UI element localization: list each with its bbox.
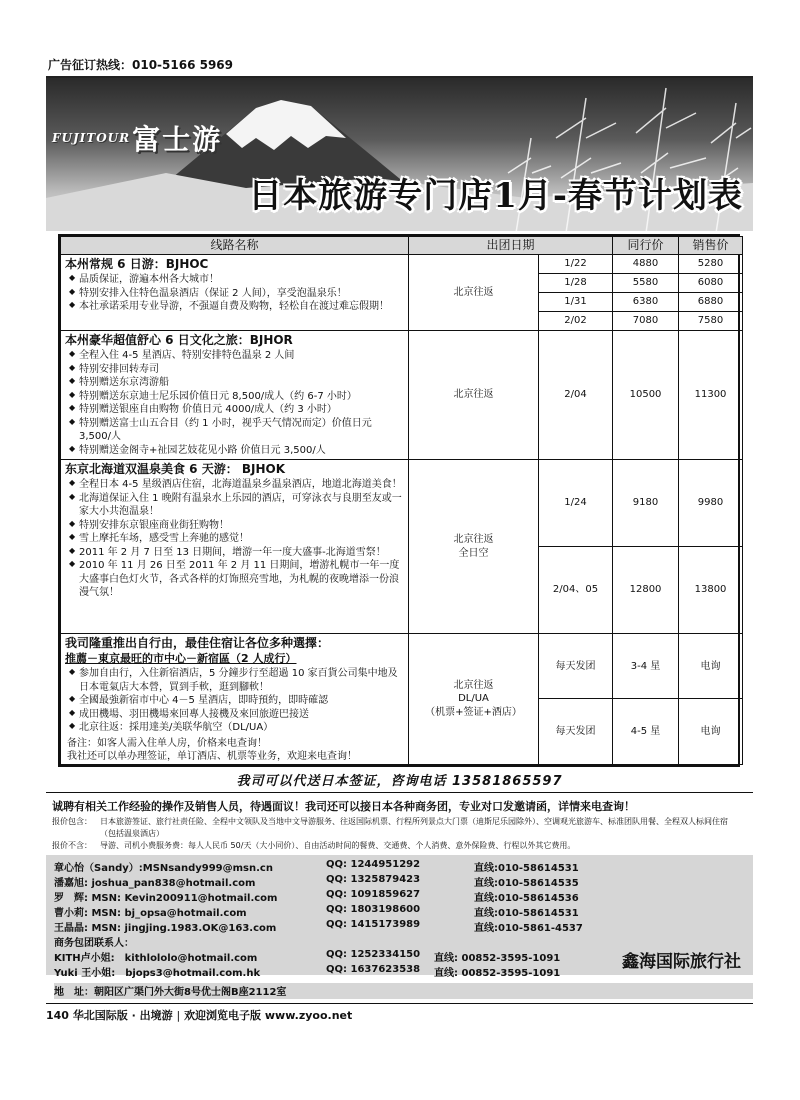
ad-hotline: 广告征订热线：010-5166 5969 — [48, 58, 234, 72]
list-item: ◆ 本社承诺采用专业导游，不强逼自费及购物，轻松自在渡过难忘假期！ — [69, 300, 402, 314]
sale-price: 9980 — [679, 460, 743, 547]
depart-date: 每天发团 — [539, 699, 613, 764]
depart-city-line: 北京往返 — [453, 679, 494, 691]
includes-text: 日本旅游签证、旅行社责任险、全程中文领队及当地中文导游服务、往返国际机票、行程所列景点大门票（迪斯尼乐园除外）、空调观光旅游车、标准团队用餐、全程双人标间住宿（包括温泉酒店） — [100, 817, 728, 838]
table-header — [61, 237, 743, 255]
airline: 全日空 — [458, 547, 489, 559]
table-row — [61, 255, 743, 274]
sale-price: 11300 — [679, 331, 743, 460]
depart-city: 北京往返 — [409, 255, 539, 331]
contact-qq: QQ: 1415173989 — [326, 919, 421, 930]
contact-name: 潘嘉旭: joshua_pan838@hotmail.com — [54, 878, 256, 889]
peer-price: 10500 — [613, 331, 679, 460]
peer-price: 3-4 星 — [613, 634, 679, 699]
sale-price: 电询 — [679, 699, 743, 764]
logo-english: FUJITOUR — [52, 131, 131, 145]
divider — [46, 1003, 753, 1004]
list-item: ◆ 特别安排东京银座商业街狂购物！ — [69, 519, 402, 533]
excludes-text: 导游、司机小费服务费：每人人民币 50/天（大小同价）、自由活动时间的餐费、交通费、个人消费、意外保险费、行程以外其它费用。 — [100, 841, 576, 850]
route-title: 本州豪华超值舒心 6 日文化之旅：BJHOR — [65, 333, 293, 347]
contact-name: Yuki 王小姐: bjops3@hotmail.com.hk — [54, 968, 261, 979]
airline: DL/UA — [458, 693, 489, 705]
route-bjhok — [61, 460, 409, 634]
list-item: ◆ 北海道保证入住 1 晚附有温泉水上乐园的酒店，可穿泳衣与良朋至友或一家大小共泡温泉！ — [69, 492, 402, 519]
business-label-text: 商务包团联系人： — [54, 938, 134, 949]
list-item: ◆ 特别赠送银座自由购物 价值日元 4000/成人（约 3 小时） — [69, 403, 402, 417]
list-item: ◆ 全程入住 4-5 星酒店、特别安排特色温泉 2 人间 — [69, 349, 402, 363]
depart-city — [409, 460, 539, 634]
depart-date: 2/02 — [539, 312, 613, 331]
contact-tel: 直线:010-58614531 — [474, 863, 579, 874]
footer-link[interactable]: 欢迎浏览电子版 www.zyoo.net — [184, 1009, 353, 1022]
table-row — [61, 331, 743, 460]
contact-name: 章心怡（Sandy）:MSNsandy999@msn.cn — [54, 863, 273, 874]
depart-date: 1/22 — [539, 255, 613, 274]
note: 备注：如客人需入住单人房，价格来电查询！ — [67, 737, 267, 749]
route-bjhor — [61, 331, 409, 460]
contact-qq: QQ: 1803198600 — [326, 904, 421, 915]
table-row — [61, 634, 743, 699]
list-item: ◆ 北京往返：採用達美/美联华航空（DL/UA） — [69, 721, 402, 735]
contact-tel: 直线: 00852-3595-1091 — [434, 953, 561, 964]
sale-price: 7580 — [679, 312, 743, 331]
peer-price: 6380 — [613, 293, 679, 312]
sale-price: 6080 — [679, 274, 743, 293]
route-title: 我司隆重推出自行由，最佳住宿让各位多种選擇： — [65, 636, 330, 651]
depart-date: 2/04 — [539, 331, 613, 460]
depart-city: 北京往返 — [409, 331, 539, 460]
sale-price: 电询 — [679, 634, 743, 699]
contact-name: 王晶晶: MSN: jingjing.1983.OK@163.com — [54, 923, 277, 934]
route-title: 本州常规 6 日游：BJHOC — [65, 257, 209, 271]
list-item: ◆ 特别安排回转寿司 — [69, 363, 402, 377]
list-item: ◆ 品质保证，游遍本州各大城市！ — [69, 273, 402, 287]
route-bjhoc — [61, 255, 409, 331]
list-item: ◆ 2011 年 2 月 7 日至 13 日期间，增游一年一度大盛事-北海道雪祭！ — [69, 546, 402, 560]
divider — [46, 792, 753, 793]
route-title: 东京北海道双温泉美食 6 天游： BJHOK — [65, 462, 286, 477]
contact-name: KITH卢小姐: kithlololo@hotmail.com — [54, 953, 258, 964]
route-subtitle: 推薦－東京最旺的市中心－新宿區（2 人成行） — [65, 652, 297, 666]
list-item: ◆ 特别赠送富士山五合目（约 1 小时，视乎天气情况而定）价值日元 3,500/人 — [69, 417, 402, 444]
contact-tel: 直线:010-58614535 — [474, 878, 579, 889]
agency-name: 鑫海国际旅行社 — [622, 952, 741, 972]
note: 我社还可以单办理签证，单订酒店、机票等业务，欢迎来电查询！ — [67, 751, 357, 763]
list-item: ◆ 2010 年 11 月 26 日至 2011 年 2 月 11 日期间，增游札幌市一年一度大盛事白色灯火节，各式各样的灯饰照亮雪地，为札幌的夜晚增添一份浪漫气氛！ — [69, 559, 402, 600]
sale-price: 6880 — [679, 293, 743, 312]
peer-price: 4-5 星 — [613, 699, 679, 764]
peer-price: 7080 — [613, 312, 679, 331]
excludes-label: 报价不含： — [52, 841, 92, 850]
page-title: 日本旅游专门店1月-春节计划表 — [248, 176, 743, 216]
sale-price: 5280 — [679, 255, 743, 274]
list-item: ◆ 全程日本 4-5 星级酒店住宿，北海道温泉乡温泉酒店，地道北海道美食！ — [69, 478, 402, 492]
package-note: （机票+签证+酒店） — [425, 706, 522, 718]
list-item: ◆ 特别赠送金阁寺+祉园艺妓花见小路 价值日元 3,500/人 — [69, 444, 402, 458]
list-item: ◆ 特别赠送东京湾游船 — [69, 376, 402, 390]
depart-city — [409, 634, 539, 765]
footer-separator: | — [176, 1009, 181, 1022]
recruit-notice: 诚聘有相关工作经验的操作及销售人员，待遇面议！我司还可以接日本各种商务团，专业对口发邀请函，详情来电查询！ — [52, 800, 635, 813]
fujitour-logo — [52, 118, 222, 158]
page-footer — [46, 1007, 352, 1023]
price-excludes — [52, 840, 740, 852]
contact-qq: QQ: 1325879423 — [326, 874, 421, 885]
list-item: ◆ 成田機場、羽田機場來回專人接機及來回旅遊巴接送 — [69, 708, 402, 722]
contact-tel: 直线:010-58614536 — [474, 893, 579, 904]
publication: 华北国际版 · 出境游 — [72, 1009, 173, 1022]
contact-tel: 直线:010-5861-4537 — [474, 923, 583, 934]
banner — [46, 76, 753, 231]
route-free-travel — [61, 634, 409, 765]
contact-qq: QQ: 1244951292 — [326, 859, 421, 870]
list-item: ◆ 特别赠送东京迪士尼乐园价值日元 8,500/成人（约 6-7 小时） — [69, 390, 402, 404]
depart-date: 2/04、05 — [539, 547, 613, 634]
list-item: ◆ 雪上摩托车场，感受雪上奔驰的感觉！ — [69, 532, 402, 546]
header-route: 线路名称 — [61, 237, 409, 255]
tour-table — [58, 234, 740, 767]
contact-name: 曹小莉: MSN: bj_opsa@hotmail.com — [54, 908, 247, 919]
list-item: ◆ 特别安排入住特色温泉酒店（保证 2 人间），享受泡温泉乐！ — [69, 287, 402, 301]
header-date: 出团日期 — [409, 237, 613, 255]
peer-price: 5580 — [613, 274, 679, 293]
contact-qq: QQ: 1252334150 — [326, 949, 421, 960]
contact-qq: QQ: 1637623538 — [326, 964, 421, 975]
depart-city-line: 北京往返 — [453, 534, 494, 546]
contact-name: 罗 辉: MSN: Kevin200911@hotmail.com — [54, 893, 278, 904]
address — [54, 983, 753, 999]
depart-date: 1/24 — [539, 460, 613, 547]
peer-price: 9180 — [613, 460, 679, 547]
depart-date: 1/31 — [539, 293, 613, 312]
logo-chinese: 富士游 — [132, 123, 223, 156]
depart-date: 1/28 — [539, 274, 613, 293]
contact-qq: QQ: 1091859627 — [326, 889, 421, 900]
sale-price: 13800 — [679, 547, 743, 634]
contact-panel — [46, 855, 753, 979]
includes-label: 报价包含： — [52, 817, 92, 826]
contact-tel: 直线: 00852-3595-1091 — [434, 968, 561, 979]
depart-date: 每天发团 — [539, 634, 613, 699]
peer-price: 4880 — [613, 255, 679, 274]
page-number: 140 — [46, 1009, 69, 1022]
list-item: ◆ 全國最強新宿市中心 4－5 星酒店，即時預約，即時確認 — [69, 694, 402, 708]
visa-hotline: 我司可以代送日本签证，咨询电话 13581865597 — [236, 774, 563, 789]
header-sale-price: 销售价 — [679, 237, 743, 255]
header-peer-price: 同行价 — [613, 237, 679, 255]
address-text: 地 址：朝阳区广渠门外大街8号优士阁B座2112室 — [54, 987, 287, 998]
peer-price: 12800 — [613, 547, 679, 634]
price-includes — [52, 816, 740, 839]
list-item: ◆ 参加自由行，入住新宿酒店，5 分鐘步行至超過 10 家百貨公司集中地及日本電氣店大本營，買到手軟，逛到腳軟！ — [69, 667, 402, 694]
table-row — [61, 460, 743, 547]
contact-tel: 直线:010-58614531 — [474, 908, 579, 919]
